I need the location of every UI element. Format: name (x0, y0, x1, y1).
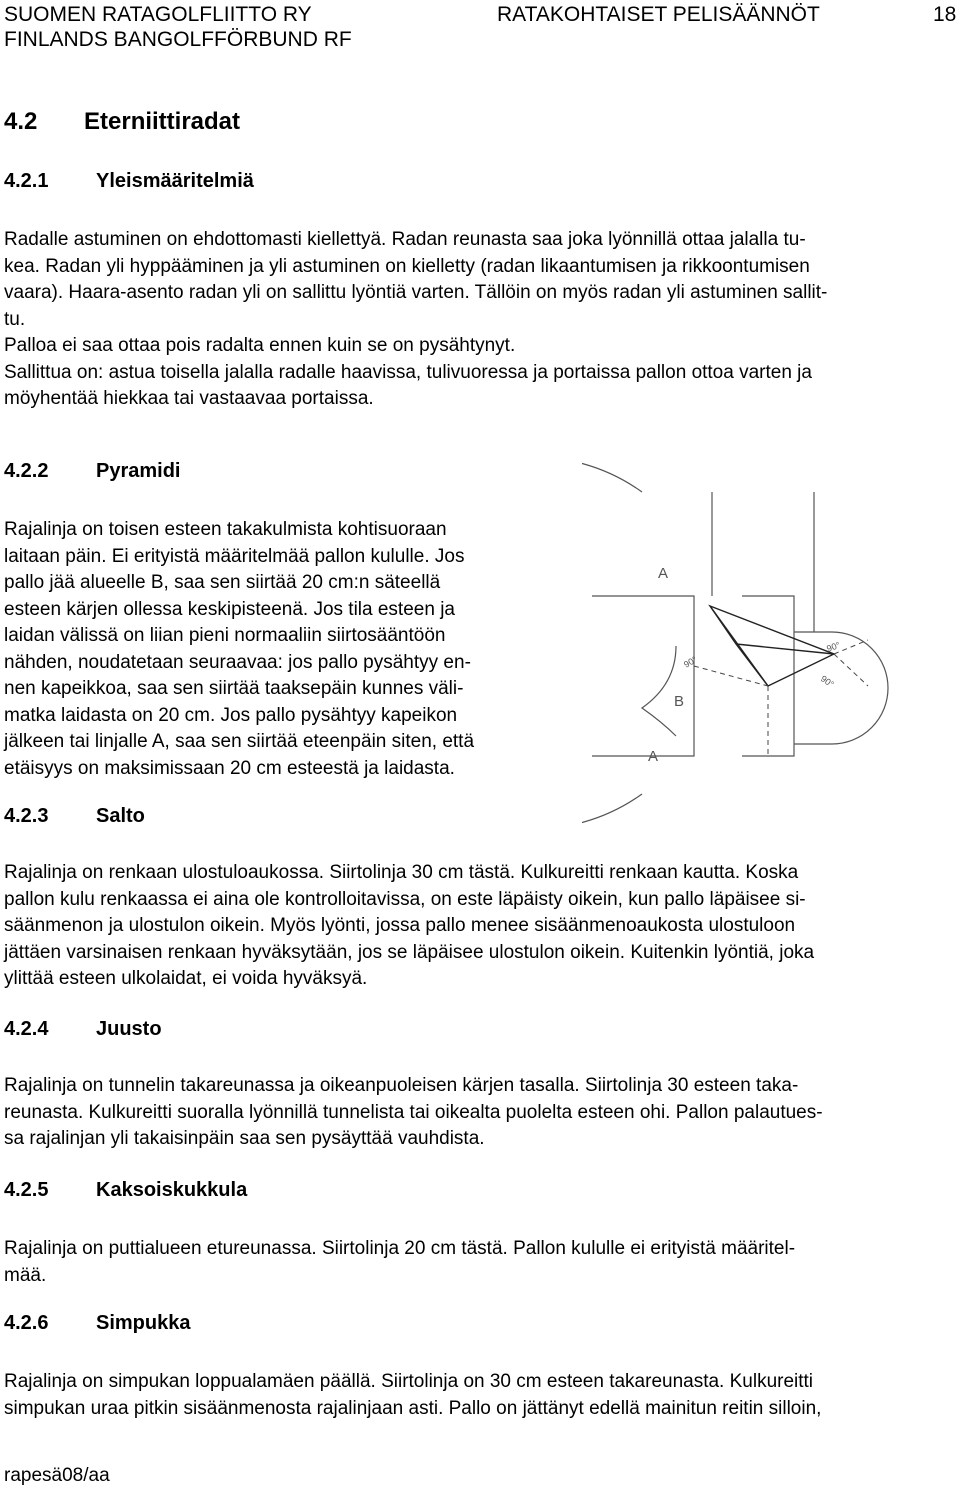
header-page-number: 18 (933, 3, 957, 26)
section-body-4-2-6 (4, 1369, 956, 1422)
angle-label-left: 90° (682, 654, 699, 670)
body-line: kea. Radan yli hyppääminen ja yli astuminen on kielletty (radan likaantumisen ja rikkoontumisen (4, 255, 810, 277)
section-title: Salto (96, 805, 145, 827)
body-line: esteen kärjen ollessa keskipisteenä. Jos tila esteen ja (4, 598, 455, 620)
label-b: B (674, 693, 685, 710)
pyramid-ridges (710, 606, 834, 686)
body-line: nen kapeikkoa, saa sen siirtää taaksepäin kunnes väli- (4, 678, 464, 699)
section-number: 4.2.3 (4, 805, 49, 827)
label-a-bottom: A (648, 748, 659, 765)
section-body-4-2-4 (4, 1073, 956, 1153)
angle-label-right-bottom: 90° (818, 673, 836, 690)
body-line: Sallittua on: astua toisella jalalla radalle haavissa, tulivuoressa ja portaissa pallon ottoa varten ja (4, 361, 812, 383)
section-heading-4-2-3 (4, 805, 145, 828)
section-title: Yleismääritelmiä (96, 170, 254, 192)
pyramid-diagram (582, 456, 960, 830)
body-line: tu. (4, 308, 26, 330)
angle-label-right-top: 90° (825, 639, 842, 654)
section-title: Pyramidi (96, 460, 181, 482)
section-heading-4-2-4 (4, 1018, 162, 1041)
body-line: möyhentää hiekkaa tai vastaavaa portaissa. (4, 388, 374, 409)
body-line: Rajalinja on simpukan loppualamäen päällä. Siirtolinja on 30 cm esteen takareunasta. Kulkureitti (4, 1371, 814, 1392)
section-title: Eterniittiradat (84, 108, 241, 135)
section-number: 4.2 (4, 108, 38, 135)
label-a-top: A (658, 565, 669, 582)
section-number: 4.2.6 (4, 1312, 49, 1334)
section-body-4-2-2 (4, 517, 560, 782)
course-lane-left (592, 596, 694, 756)
body-line: vaara). Haara-asento radan yli on sallittu lyöntiä varten. Tällöin on myös radan yli astuminen sallit- (4, 282, 828, 303)
section-title: Kaksoiskukkula (96, 1179, 248, 1201)
section-title: Juusto (96, 1018, 162, 1040)
section-body-4-2-3 (4, 860, 956, 993)
section-heading-4-2-2 (4, 460, 180, 483)
header-org-fi: SUOMEN RATAGOLFLIITTO RY (4, 3, 312, 26)
body-line: Rajalinja on puttialueen etureunassa. Siirtolinja 20 cm tästä. Pallon kululle ei erityistä määritel- (4, 1238, 796, 1259)
course-boundary-arc (582, 457, 642, 829)
header-org-sv: FINLANDS BANGOLFFÖRBUND RF (4, 28, 352, 51)
section-heading-4-2-5 (4, 1179, 247, 1202)
body-line: matka laidasta on 20 cm. Jos pallo pysähtyy kapeikon (4, 704, 458, 726)
header-doc-title: RATAKOHTAISET PELISÄÄNNÖT (497, 3, 820, 26)
body-line: jälkeen tai linjalle A, saa sen siirtää eteenpäin siten, että (4, 731, 475, 752)
boundary-line-left (694, 666, 768, 686)
section-number: 4.2.5 (4, 1179, 49, 1201)
body-line: pallon kulu renkaassa ei aina ole kontrolloitavissa, on este läpäisty oikein, kun pallo läpäisee si- (4, 888, 806, 910)
section-body-4-2-1 (4, 227, 956, 413)
body-line: simpukan uraa pitkin sisäänmenosta rajalinjaan asti. Pallo on jättänyt edellä mainitun reitin silloin, (4, 1397, 822, 1419)
footer-text: rapesä08/aa (4, 1465, 110, 1486)
body-line: pallo jää alueelle B, saa sen siirtää 20 cm:n säteellä (4, 572, 441, 593)
body-line: Rajalinja on renkaan ulostuloaukossa. Siirtolinja 30 cm tästä. Kulkureitti renkaan kautta. Koska (4, 862, 799, 883)
boundary-line-right-bottom (834, 654, 868, 686)
body-line: mää. (4, 1264, 47, 1286)
section-body-4-2-5 (4, 1236, 956, 1289)
body-line: Rajalinja on toisen esteen takakulmista kohtisuoraan (4, 519, 447, 540)
body-line: jättäen varsinaisen renkaan hyväksytään, jos se läpäisee ulostulon oikein. Kuitenkin lyöntiä, joka (4, 941, 815, 963)
course-curve-b (642, 646, 676, 736)
body-line: säänmenon ja ulostulon oikein. Myös lyönti, jossa pallo menee sisäänmenoaukosta ulostuloon (4, 915, 796, 936)
body-line: Palloa ei saa ottaa pois radalta ennen kuin se on pysähtynyt. (4, 335, 516, 356)
section-number: 4.2.1 (4, 170, 49, 192)
section-title: Simpukka (96, 1312, 191, 1334)
section-heading-4-2 (4, 108, 240, 136)
body-line: laidan välissä on liian pieni normaaliin siirtosääntöön (4, 625, 446, 646)
body-line: sa rajalinjan yli takaisinpäin saa sen pysäyttää vauhdista. (4, 1128, 485, 1149)
section-heading-4-2-1 (4, 170, 254, 193)
section-number: 4.2.2 (4, 460, 49, 482)
body-line: Radalle astuminen on ehdottomasti kiellettyä. Radan reunasta saa joka lyönnillä ottaa jalalla tu- (4, 229, 806, 250)
body-line: etäisyys on maksimissaan 20 cm esteestä ja laidasta. (4, 757, 455, 779)
section-number: 4.2.4 (4, 1018, 49, 1040)
pyramid-obstacle (710, 606, 834, 686)
body-line: Rajalinja on tunnelin takareunassa ja oikeanpuoleisen kärjen tasalla. Siirtolinja 30 esteen taka- (4, 1075, 799, 1096)
body-line: ylittää esteen ulkolaidat, ei voida hyväksyä. (4, 968, 368, 989)
body-line: nähden, noudatetaan seuraavaa: jos pallo pysähtyy en- (4, 651, 471, 673)
body-line: reunasta. Kulkureitti suoralla lyönnillä tunnelista tai oikealta puolelta esteen ohi. Pallon palautues- (4, 1101, 823, 1123)
section-heading-4-2-6 (4, 1312, 190, 1335)
body-line: laitaan päin. Ei erityistä määritelmää pallon kululle. Jos (4, 545, 465, 567)
